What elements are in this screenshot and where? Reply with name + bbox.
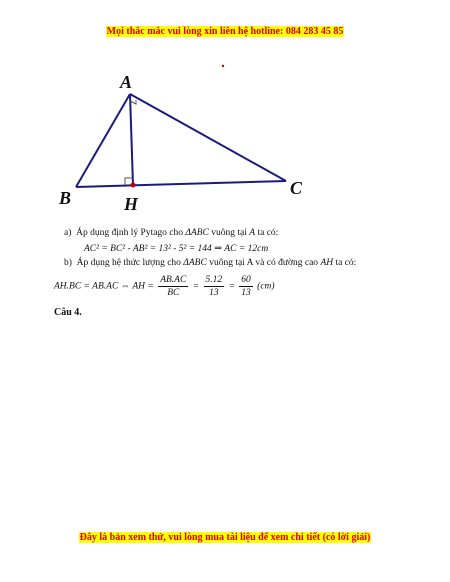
frac1-denominator: BC: [167, 288, 180, 298]
label-h: H: [124, 194, 139, 214]
part-b-altitude: AH: [320, 258, 334, 268]
fraction-60-over-13: [239, 274, 253, 299]
part-a-text-1: Áp dụng định lý Pytago cho: [76, 228, 186, 238]
hotline-text: Mọi thắc mắc vui lòng xin liên hệ hotline: 084 283 45 85: [106, 26, 344, 37]
part-b-equation: [54, 274, 275, 299]
point-h: [131, 183, 136, 188]
frac3-denominator: 13: [241, 288, 251, 298]
part-b-statement: [64, 258, 356, 268]
equals-1: =: [192, 281, 200, 292]
part-a-text-2: vuông tại: [208, 228, 250, 238]
triangle-figure: [50, 60, 310, 220]
unit-cm: (cm): [257, 281, 275, 292]
part-b-eq-left: AH.BC = AB.AC ⇔ AH =: [54, 281, 154, 292]
side-ab: [76, 94, 130, 187]
part-b-text-2: vuông tại A và có đường cao: [206, 258, 321, 268]
fraction-5-12-over-13: [204, 274, 225, 299]
side-ac: [130, 94, 286, 181]
frac1-numerator: AB.AC: [160, 275, 187, 285]
part-a-statement: [64, 228, 278, 238]
part-b-text-3: ta có:: [333, 258, 357, 268]
part-a-equation: AC² = BC² - AB² = 13² - 5² = 144 ⇒ AC = 12cm: [84, 244, 269, 254]
preview-notice-text: Đây là bản xem thử, vui lòng mua tài liệu để xem chi tiết (có lời giải): [79, 532, 371, 543]
frac2-denominator: 13: [209, 288, 219, 298]
equals-2: =: [228, 281, 235, 292]
question-4-heading: Câu 4.: [54, 307, 82, 318]
altitude-ah: [130, 94, 133, 185]
part-a-text-3: ta có:: [255, 228, 279, 238]
part-a-vertex: A: [249, 228, 256, 238]
part-b-marker: b): [64, 258, 72, 268]
stray-dot: [222, 65, 224, 67]
frac2-numerator: 5.12: [205, 275, 223, 285]
hotline-banner: [0, 26, 450, 37]
part-b-triangle: ΔABC: [183, 258, 207, 268]
label-c: C: [290, 178, 303, 198]
label-b: B: [59, 188, 72, 208]
label-a: A: [120, 72, 133, 92]
preview-notice-banner: [0, 532, 450, 543]
part-b-text-1: Áp dụng hệ thức lượng cho: [76, 258, 184, 268]
part-a-triangle: ΔABC: [185, 228, 209, 238]
part-a-marker: a): [64, 228, 72, 238]
fraction-ab-ac-over-bc: [158, 274, 188, 299]
frac3-numerator: 60: [241, 275, 251, 285]
side-bc: [76, 181, 286, 187]
